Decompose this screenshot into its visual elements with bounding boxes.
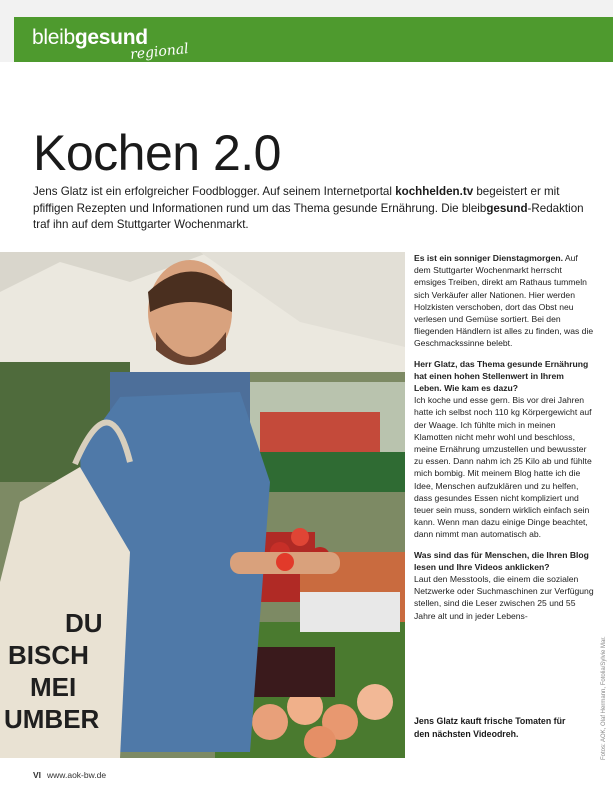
- article-intro: Jens Glatz ist ein erfolgreicher Foodblogger. Auf seinem Internetportal kochhelden.tv begeistert er mit pfiffigen Rezepten und Informationen rund um das Thema gesunde Ernährung. Die bleibgesund-Redaktion traf ihn auf dem Stuttgarter Wochenmarkt.: [33, 185, 584, 231]
- answer-1: Ich koche und esse gern. Bis vor drei Jahren hatte ich selbst noch 110 kg Körpergewicht auf der Waage. Ich fühlte mich in meinen Klamotten nicht mehr wohl und beschloss, meine Ernährung umzustellen und bewusster zu essen. Dann nahm ich 25 Kilo ab und fühlte mich bombig. Mit meinem Blog hatte ich die Idee, Menschen aufzuklären und zu helfen, dass gesundes Essen nicht kompliziert und teuer sein muss, sondern wirklich einfach sein kann. Wenn man dazu einige Dinge beachtet, dann nimmt man automatisch ab.: [414, 395, 592, 540]
- question-answer-2: [414, 549, 594, 622]
- footer-url: www.aok-bw.de: [47, 770, 107, 780]
- bag-text-2: BISCH: [8, 640, 89, 670]
- intro-site-link: kochhelden.tv: [395, 185, 474, 198]
- paragraph-1: Es ist ein sonniger Dienstagmorgen. Auf dem Stuttgarter Wochenmarkt herrscht emsiges Treiben, direkt am Rathaus tummeln sich Verkäufer aller Nationen. Hier werden Holzkisten verschoben, dort das Obst neu verlesen und Gemüse sortiert. Bei den fliegenden Händlern ist alles zu finden, was die Geschmackssinne belebt.: [414, 253, 594, 349]
- brand-light: bleib: [32, 26, 75, 49]
- bag-text-3: MEI: [30, 672, 77, 702]
- brand-sub: regional: [129, 40, 190, 64]
- answer-2: Laut den Messtools, die einem die sozialen Netzwerke oder Suchmaschinen zur Verfügung stellen, sind die Leser zwischen 25 und 55 Jahre alt und in jeder Lebens-: [414, 574, 594, 621]
- page-footer: [33, 770, 106, 780]
- photo-credit: Fotos: AOK, Olaf Hermann, Fotolia/Sylvie Mar.: [601, 636, 607, 760]
- article-title: Kochen 2.0: [33, 125, 281, 181]
- bag-text-1: DU: [65, 608, 103, 638]
- bag-text-4: UMBER: [4, 704, 100, 734]
- question-answer-1: [414, 358, 594, 541]
- photo-caption: Jens Glatz kauft frische Tomaten für den nächsten Videodreh.: [414, 716, 566, 739]
- article-photo: [0, 252, 405, 758]
- page-number: VI: [33, 770, 42, 780]
- market-photo: [0, 252, 405, 758]
- article-body: [414, 252, 594, 630]
- brand-bold: gesund: [74, 26, 148, 49]
- question-2: Was sind das für Menschen, die Ihren Blog lesen und Ihre Videos anklicken?: [414, 549, 589, 572]
- question-1: Herr Glatz, das Thema gesunde Ernährung hat einen hohen Stellenwert in Ihrem Leben. Wie kam es dazu?: [414, 358, 589, 394]
